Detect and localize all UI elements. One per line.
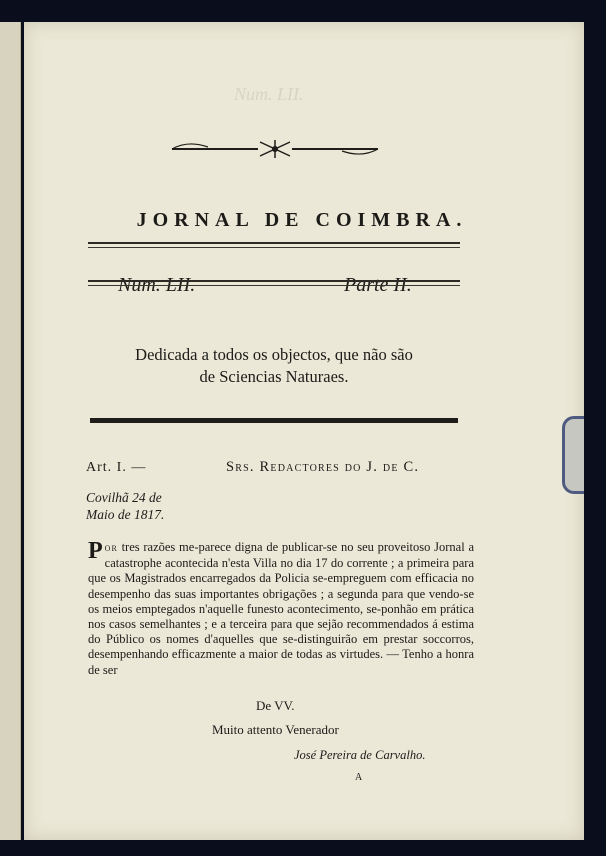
dedication-line-1: Dedicada a todos os objectos, que não são xyxy=(135,345,413,364)
issue-number: Num. LII. xyxy=(118,274,196,296)
dateline xyxy=(86,490,164,523)
article-body xyxy=(88,540,474,678)
dedication-line-2: de Sciencias Naturaes. xyxy=(199,367,349,386)
left-page-edge xyxy=(0,22,21,840)
bookmark-tab xyxy=(562,416,584,494)
article-text: tres razões me-parece digna de publicar-se no seu proveitoso Jornal a catastrophe acontecida n'esta Villa no dia 17 do corrente ; a primeira para que os Magistrados encarregados da Policia se-empreguem com efficacia no desempenho das suas importantes obrigações ; a segunda para que vendo-se os meios emptegados n'aquelle funesto acontecimento, se-ponhão em prática nos casos semelhantes ; e a terceira para que sejão recommendados á estima do Público os nomes d'aquelles que se-distinguirão em prestar soccorros, desempenhando efficazmente a maior de todas as virtudes. — Tenho a honra de ser xyxy=(88,540,475,677)
issue-part: Parte II. xyxy=(344,274,412,296)
article-salutation: Srs. Redactores do J. de C. xyxy=(226,459,420,475)
bleed-through-text: Num. LII. xyxy=(234,84,304,104)
journal-page xyxy=(24,22,584,840)
closing-line-2: Muito attento Venerador xyxy=(212,722,339,737)
signature-mark: A xyxy=(355,772,363,783)
drop-cap: P xyxy=(88,538,103,564)
rule-bottom xyxy=(88,280,460,282)
section-divider xyxy=(90,418,458,423)
dedication xyxy=(84,344,464,388)
rule-bottom-thin xyxy=(88,285,460,286)
author-name: José Pereira de Carvalho. xyxy=(294,748,426,762)
dateline-line-1: Covilhã 24 de xyxy=(86,490,162,505)
rule-top xyxy=(88,242,460,244)
closing-line-1: De VV. xyxy=(256,698,295,713)
journal-title: JORNAL DE COIMBRA. xyxy=(136,209,468,231)
title-ornament xyxy=(168,136,382,162)
rule-top-thin xyxy=(88,247,460,248)
first-word-rest: or xyxy=(104,542,118,554)
dateline-line-2: Maio de 1817. xyxy=(86,506,165,522)
article-label: Art. I. — xyxy=(86,460,147,475)
